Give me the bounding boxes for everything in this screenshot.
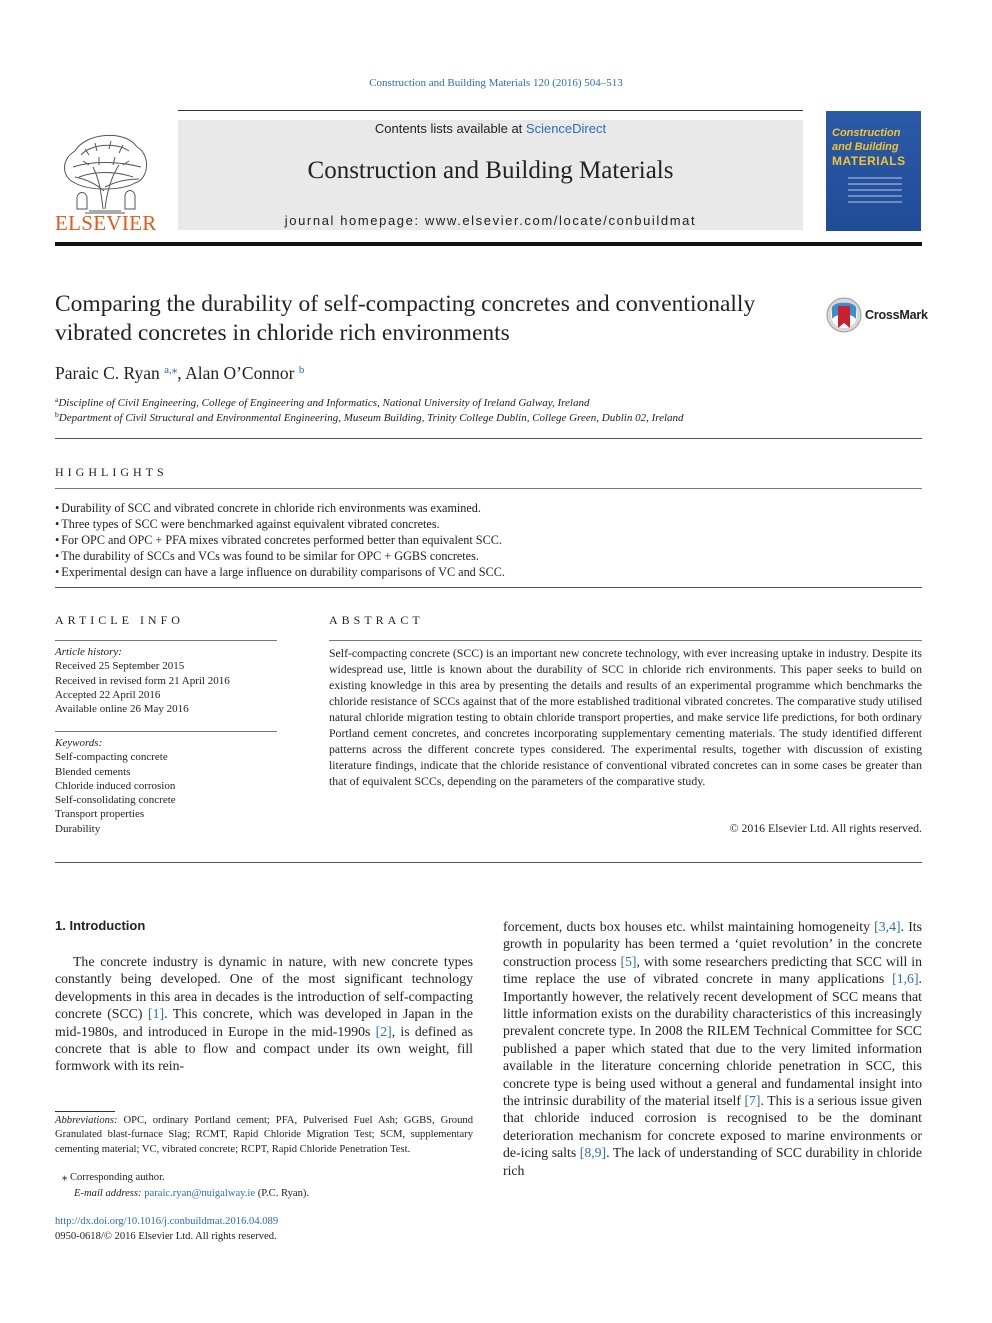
highlights-heading: HIGHLIGHTS: [55, 465, 168, 479]
body-text: The concrete industry is dynamic in nature, with new concrete types constantly being developed. One of the most significant technology developments in this area in decades is the introduction of self-compacting concrete (SCC): [55, 954, 473, 1022]
citation-link[interactable]: [1,6]: [892, 971, 919, 987]
header-thick-rule: [55, 242, 922, 246]
article-info-heading: ARTICLE INFO: [55, 613, 184, 627]
corresponding-author-footnote: ⁎ Corresponding author.: [62, 1172, 165, 1183]
divider: [55, 587, 922, 588]
cover-title-line1: Construction: [832, 127, 901, 139]
journal-title: Construction and Building Materials: [307, 157, 674, 184]
history-entry: Accepted 22 April 2016: [55, 688, 161, 701]
keywords-label: Keywords:: [55, 737, 103, 749]
citation-link[interactable]: [2]: [375, 1023, 392, 1039]
keyword[interactable]: Self-consolidating concrete: [55, 794, 176, 807]
contents-prefix: Contents lists available at: [374, 121, 526, 136]
affiliation-text: Discipline of Civil Engineering, College of Engineering and Informatics, National University of Ireland Galway, Ireland: [58, 397, 590, 409]
intro-paragraph-left: [55, 953, 473, 1075]
citation-link[interactable]: [8,9]: [579, 1145, 607, 1161]
highlight-item: • For OPC and OPC + PFA mixes vibrated concretes performed better than equivalent SCC.: [55, 532, 922, 548]
cover-title: [832, 126, 921, 168]
highlight-item: • Three types of SCC were benchmarked against equivalent vibrated concretes.: [55, 516, 922, 532]
divider: [329, 640, 922, 641]
history-entry: Available online 26 May 2016: [55, 703, 189, 716]
affiliation: [55, 395, 589, 409]
journal-homepage[interactable]: journal homepage: www.elsevier.com/locate/conbuildmat: [284, 213, 697, 228]
header-top-rule: [178, 110, 803, 111]
divider: [55, 862, 922, 863]
highlight-item: • The durability of SCCs and VCs was found to be similar for OPC + GGBS concretes.: [55, 548, 922, 564]
abstract-heading: ABSTRACT: [329, 613, 424, 627]
author-name[interactable]: Paraic C. Ryan: [55, 363, 160, 383]
article-history: [55, 645, 277, 716]
cover-title-line3: MATERIALS: [832, 154, 906, 168]
body-text: . This concrete, which was developed in Japan in the mid-1980s, and introduced in Europe in the mid-1990s: [55, 1006, 474, 1039]
affiliation: [55, 410, 684, 424]
issn-copyright: 0950-0618/© 2016 Elsevier Ltd. All rights reserved.: [55, 1231, 277, 1242]
highlight-item: • Durability of SCC and vibrated concrete in chloride rich environments was examined.: [55, 500, 922, 516]
abstract-text: Self-compacting concrete (SCC) is an important new concrete technology, with ever increasing uptake in industry. Despite its widespread use, little is known about the durability of SCC in chloride rich environments. This paper seeks to build on existing knowledge in this area by presenting the details and results of an experimental programme which benchmarks the chloride resistance of SCCs against that of the more established traditional vibrated concretes. The comparative study utilised natural chloride migration testing to obtain chloride transport properties, and make service life predictions, for both ordinary Portland cement concretes, and concretes incorporating supplementary cementing materials. The study identified different patterns across the different concrete types considered. The experimental results, together with discussion of existing literature findings, indicate that the chloride resistance of conventional vibrated concretes can in some cases be greater than that of equivalent SCCs, depending on the parameters of the comparative study.: [329, 646, 922, 788]
intro-paragraph-right: [503, 918, 922, 1179]
keyword[interactable]: Self-compacting concrete: [55, 751, 168, 764]
abbreviations-label: Abbreviations:: [55, 1115, 118, 1126]
author-separator: ,: [177, 363, 182, 383]
body-text: . This is a serious issue given that chloride induced corrosion is recognised to be the dominant deterioration mechanism for concrete exposed to marine environments or de-icing salts: [503, 1093, 922, 1161]
body-text: , is defined as concrete that is able to flow and compact under its own weight, fill formwork with its rein-: [55, 1023, 473, 1074]
crossmark-icon[interactable]: [826, 297, 862, 333]
email-suffix: (P.C. Ryan).: [257, 1188, 310, 1199]
email-link[interactable]: paraic.ryan@nuigalway.ie: [144, 1188, 256, 1199]
doi-link[interactable]: http://dx.doi.org/10.1016/j.conbuildmat.2016.04.089: [55, 1216, 279, 1227]
abstract-copyright: © 2016 Elsevier Ltd. All rights reserved.: [729, 821, 922, 835]
author-affiliation-marks[interactable]: a,⁎: [164, 364, 178, 376]
abbreviations-text: OPC, ordinary Portland cement; PFA, Pulverised Fuel Ash; GGBS, Ground Granulated blast-furnace Slag; RCMT, Rapid Chloride Migration Test; SCM, supplementary cementing material; VC, vibrated concrete; RCPT, Rapid Chloride Penetration Test.: [55, 1115, 473, 1155]
email-label: E-mail address:: [74, 1188, 142, 1199]
sciencedirect-link[interactable]: ScienceDirect: [525, 121, 607, 136]
divider: [55, 438, 922, 439]
history-entry: Received in revised form 21 April 2016: [55, 674, 230, 687]
email-footnote: [55, 1187, 473, 1201]
publisher-wordmark: ELSEVIER: [55, 211, 157, 235]
affiliation-mark: b: [55, 410, 59, 419]
author-name[interactable]: Alan O’Connor: [185, 363, 295, 383]
body-text: . Importantly however, the relatively recent development of SCC means that little information exists on the durability characteristics of this increasingly prevalent concrete type. In 2008 the RILEM Technical Committee for SCC published a paper which stated that due to the very limited information available in the literature concerning chloride penetration in SCC, this concrete type is being used without a general and fundamental insight into the intrinsic durability of the material itself: [503, 971, 922, 1109]
keyword[interactable]: Chloride induced corrosion: [55, 779, 176, 792]
highlight-item: • Experimental design can have a large influence on durability comparisons of VC and SCC.: [55, 564, 922, 580]
contents-line: [178, 121, 803, 136]
author-affiliation-marks[interactable]: b: [298, 364, 305, 376]
body-text: , with some researchers predicting that SCC will in time replace the use of vibrated concrete in many applications: [503, 953, 922, 987]
body-text: . The lack of understanding of SCC durability in chloride rich: [503, 1145, 922, 1178]
cover-title-line2: and Building: [832, 141, 899, 153]
journal-cover-thumbnail[interactable]: [826, 111, 921, 231]
divider: [55, 488, 922, 489]
abbreviations-footnote: [55, 1114, 473, 1157]
author-list: [55, 363, 304, 384]
keyword[interactable]: Blended cements: [55, 765, 131, 778]
history-entry: Received 25 September 2015: [55, 660, 185, 673]
body-text: . Its growth in popularity has been termed a ‘quiet revolution’ in the concrete construction process: [503, 919, 922, 969]
divider: [55, 640, 277, 641]
affiliation-text: Department of Civil Structural and Environmental Engineering, Museum Building, Trinity College Dublin, College Green, Dublin 02, Ireland: [58, 412, 684, 424]
citation-link[interactable]: [7]: [744, 1093, 761, 1109]
citation-link[interactable]: [5]: [620, 953, 637, 969]
journal-reference[interactable]: Construction and Building Materials 120 (2016) 504–513: [369, 77, 623, 89]
keywords-block: [55, 736, 277, 836]
citation-link[interactable]: [3,4]: [874, 919, 901, 934]
citation-link[interactable]: [1]: [147, 1006, 165, 1022]
affiliation-mark: a: [55, 395, 59, 404]
body-text: forcement, ducts box houses etc. whilst maintaining homogeneity: [503, 919, 875, 934]
highlights-list: [55, 500, 922, 580]
history-label: Article history:: [55, 646, 122, 658]
crossmark-label[interactable]: CrossMark: [865, 308, 928, 322]
keyword[interactable]: Durability: [55, 822, 101, 835]
divider: [55, 731, 277, 732]
keyword[interactable]: Transport properties: [55, 808, 145, 821]
paper-title: Comparing the durability of self-compacting concretes and conventionally vibrated concretes in chloride rich environments: [55, 291, 756, 346]
footnote-rule: [55, 1111, 115, 1112]
cover-decoration: [848, 177, 902, 217]
section-heading: 1. Introduction: [55, 918, 146, 933]
